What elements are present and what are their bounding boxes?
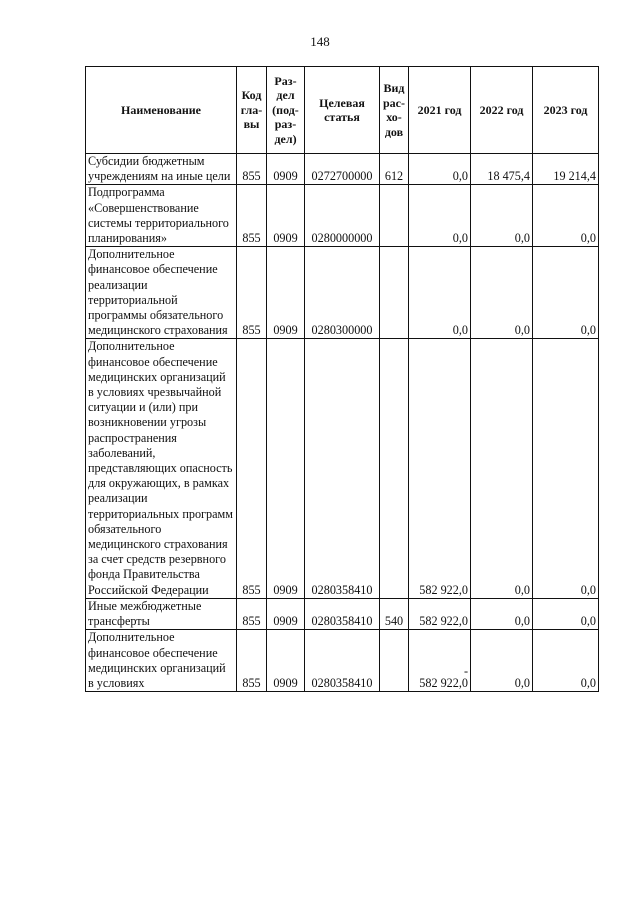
row-2023: 0,0: [533, 185, 599, 247]
row-target: 0280358410: [305, 630, 380, 692]
row-target: 0280300000: [305, 247, 380, 339]
row-2022: 0,0: [471, 630, 533, 692]
row-2021: 582 922,0: [409, 339, 471, 598]
row-2023: 0,0: [533, 598, 599, 629]
table-row: [86, 630, 599, 692]
header-2022: 2022 год: [471, 67, 533, 154]
header-expense-type: Вид рас-хо-дов: [380, 67, 409, 154]
row-expense-type: [380, 185, 409, 247]
row-2021: 582 922,0: [409, 598, 471, 629]
row-target: 0280358410: [305, 598, 380, 629]
row-2022: 0,0: [471, 185, 533, 247]
row-chapter: 855: [237, 185, 267, 247]
row-2021: [409, 630, 471, 692]
row-section: 0909: [267, 339, 305, 598]
row-2021-mark: -: [463, 663, 468, 678]
row-name: Подпрограмма «Совершенствование системы территориального планирования»: [86, 185, 237, 247]
row-name: Дополнительное финансовое обеспечение медицинских организаций в условиях чрезвычайной ситуации и (или) при возникновении угрозы распространения заболеваний, представляющих опасность для окружающих, в рамках реализации территориальных программ обязательного медицинского страхования за счет средств резервного фонда Правительства Российской Федерации: [86, 339, 237, 598]
row-chapter: 855: [237, 154, 267, 185]
row-2021: 0,0: [409, 247, 471, 339]
row-chapter: 855: [237, 598, 267, 629]
row-target: 0272700000: [305, 154, 380, 185]
table-row: [86, 598, 599, 629]
header-2023: 2023 год: [533, 67, 599, 154]
row-2023: 0,0: [533, 247, 599, 339]
table-row: [86, 339, 599, 598]
row-2022: 18 475,4: [471, 154, 533, 185]
row-section: 0909: [267, 630, 305, 692]
row-section: 0909: [267, 185, 305, 247]
row-expense-type: 612: [380, 154, 409, 185]
row-2023: 19 214,4: [533, 154, 599, 185]
header-section: Раз-дел (под-раз-дел): [267, 67, 305, 154]
row-chapter: 855: [237, 630, 267, 692]
header-chapter-code: Код гла-вы: [237, 67, 267, 154]
row-2021-value: 582 922,0: [419, 675, 468, 690]
row-section: 0909: [267, 598, 305, 629]
row-name: Дополнительное финансовое обеспечение реализации территориальной программы обязательного медицинского страхования: [86, 247, 237, 339]
row-chapter: 855: [237, 247, 267, 339]
row-expense-type: [380, 630, 409, 692]
row-expense-type: [380, 247, 409, 339]
row-expense-type: [380, 339, 409, 598]
row-name: Иные межбюджетные трансферты: [86, 598, 237, 629]
row-2022: 0,0: [471, 598, 533, 629]
row-2023: 0,0: [533, 339, 599, 598]
row-2021: 0,0: [409, 185, 471, 247]
row-name: Субсидии бюджетным учреждениям на иные цели: [86, 154, 237, 185]
table-row: [86, 185, 599, 247]
row-target: 0280000000: [305, 185, 380, 247]
row-2022: 0,0: [471, 247, 533, 339]
row-section: 0909: [267, 154, 305, 185]
budget-table: [85, 66, 599, 692]
row-chapter: 855: [237, 339, 267, 598]
header-name: Наименование: [86, 67, 237, 154]
header-target-article: Целевая статья: [305, 67, 380, 154]
row-section: 0909: [267, 247, 305, 339]
row-2021: 0,0: [409, 154, 471, 185]
row-2022: 0,0: [471, 339, 533, 598]
row-name: Дополнительное финансовое обеспечение медицинских организаций в условиях: [86, 630, 237, 692]
table-row: [86, 247, 599, 339]
row-target: 0280358410: [305, 339, 380, 598]
page-number: 148: [310, 34, 330, 49]
table-header-row: [86, 67, 599, 154]
header-2021: 2021 год: [409, 67, 471, 154]
row-2023: 0,0: [533, 630, 599, 692]
row-expense-type: 540: [380, 598, 409, 629]
table-row: [86, 154, 599, 185]
